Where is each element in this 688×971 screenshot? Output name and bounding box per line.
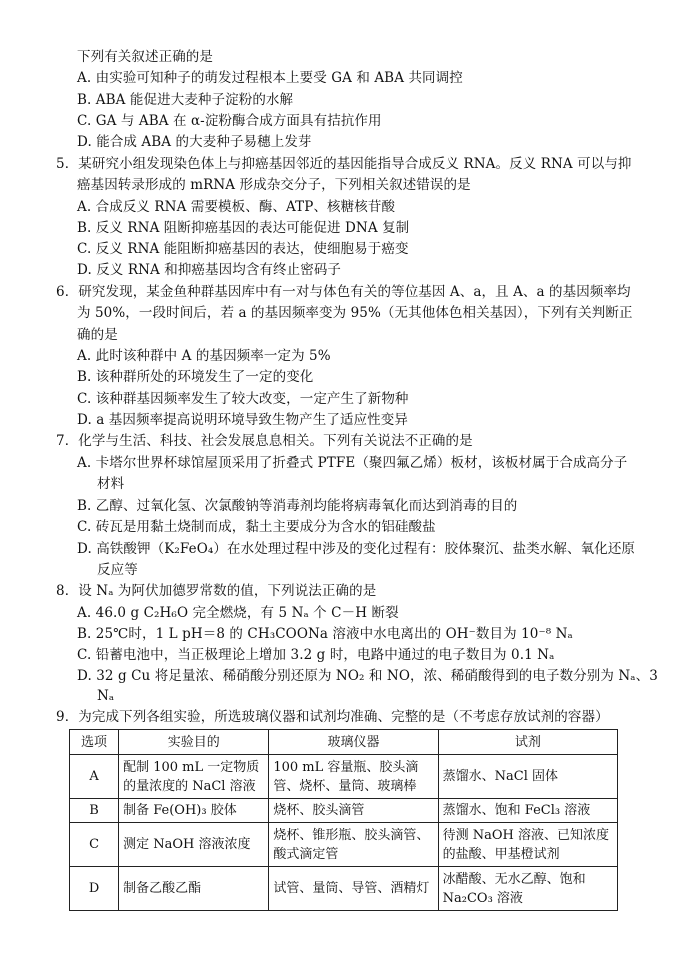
table-row: [70, 823, 618, 867]
q7-option-a-line2: 材料: [97, 476, 125, 492]
table-cell: 待测 NaOH 溶液、已知浓度的盐酸、甲基橙试剂: [438, 823, 617, 867]
table-cell: D: [70, 867, 119, 911]
q5-stem-line2: 癌基因转录形成的 mRNA 形成杂交分子，下列相关叙述错误的是: [77, 177, 471, 193]
q5-stem-line1: 5．某研究小组发现染色体上与抑癌基因邻近的基因能指导合成反义 RNA。反义 RNA 可以与抑: [56, 156, 632, 172]
q9-options-table: [69, 729, 618, 911]
q6-option-b: B. 该种群所处的环境发生了一定的变化: [77, 369, 314, 385]
table-cell: 配制 100 mL 一定物质的量浓度的 NaCl 溶液: [119, 755, 269, 799]
q7-option-d-line1: D. 高铁酸钾（K₂FeO₄）在水处理过程中涉及的变化过程有：胶体聚沉、盐类水解、氧化还原: [77, 541, 636, 557]
q6-stem-line1: 6．研究发现，某金鱼种群基因库中有一对与体色有关的等位基因 A、a，且 A、a 的基因频率均: [56, 284, 631, 300]
table-cell: 试管、量筒、导管、酒精灯: [269, 867, 438, 911]
q6-stem-line3: 确的是: [77, 327, 118, 343]
q8-option-a: A. 46.0 g C₂H₆O 完全燃烧，有 5 Nₐ 个 C－H 断裂: [77, 605, 399, 621]
q7-option-b: B. 乙醇、过氧化氢、次氯酸钠等消毒剂均能将病毒氧化而达到消毒的目的: [77, 498, 518, 514]
q6-option-a: A. 此时该种群中 A 的基因频率一定为 5%: [77, 348, 331, 364]
q7-option-a-line1: A. 卡塔尔世界杯球馆屋顶采用了折叠式 PTFE（聚四氟乙烯）板材，该板材属于合成高分子: [77, 455, 628, 471]
table-row: [70, 799, 618, 823]
table-cell: 烧杯、锥形瓶、胶头滴管、酸式滴定管: [269, 823, 438, 867]
q8-option-d-line2: Nₐ: [97, 688, 115, 704]
q4-option-a: A. 由实验可知种子的萌发过程根本上要受 GA 和 ABA 共同调控: [77, 70, 463, 86]
q4-option-b: B. ABA 能促进大麦种子淀粉的水解: [77, 92, 294, 108]
q5-option-d: D. 反义 RNA 和抑癌基因均含有终止密码子: [77, 262, 342, 278]
table-cell: 蒸馏水、NaCl 固体: [438, 755, 617, 799]
table-header-glassware: 玻璃仪器: [269, 730, 438, 755]
q5-option-a: A. 合成反义 RNA 需要模板、酶、ATP、核糖核苷酸: [77, 199, 396, 215]
q6-option-d: D. a 基因频率提高说明环境导致生物产生了适应性变异: [77, 412, 408, 428]
table-header-reagents: 试剂: [438, 730, 617, 755]
table-cell: 冰醋酸、无水乙醇、饱和 Na₂CO₃ 溶液: [438, 867, 617, 911]
q4-option-c: C. GA 与 ABA 在 α-淀粉酶合成方面具有拮抗作用: [77, 113, 382, 129]
q6-stem-line2: 为 50%，一段时间后，若 a 的基因频率变为 95%（无其他体色相关基因），下列有关判断正: [77, 305, 633, 321]
table-cell: C: [70, 823, 119, 867]
table-cell: 100 mL 容量瓶、胶头滴管、烧杯、量筒、玻璃棒: [269, 755, 438, 799]
q8-option-d-line1: D. 32 g Cu 将足量浓、稀硝酸分别还原为 NO₂ 和 NO，浓、稀硝酸得到的电子数分别为 Nₐ、3: [77, 668, 658, 684]
q9-stem: 9．为完成下列各组实验，所选玻璃仪器和试剂均准确、完整的是（不考虑存放试剂的容器）: [56, 709, 609, 725]
table-cell: 制备 Fe(OH)₃ 胶体: [119, 799, 269, 823]
q7-stem: 7．化学与生活、科技、社会发展息息相关。下列有关说法不正确的是: [56, 433, 473, 449]
q4-option-d: D. 能合成 ABA 的大麦种子易穗上发芽: [77, 134, 312, 150]
table-header-row: [70, 730, 618, 755]
q7-option-c: C. 砖瓦是用黏土烧制而成，黏土主要成分为含水的铝硅酸盐: [77, 519, 436, 535]
table-cell: 测定 NaOH 溶液浓度: [119, 823, 269, 867]
q8-option-c: C. 铅蓄电池中，当正极理论上增加 3.2 g 时，电路中通过的电子数目为 0.1 Nₐ: [77, 647, 555, 663]
q4-intro: 下列有关叙述正确的是: [77, 49, 213, 65]
q6-option-c: C. 该种群基因频率发生了较大改变，一定产生了新物种: [77, 391, 409, 407]
q5-option-c: C. 反义 RNA 能阻断抑癌基因的表达，使细胞易于癌变: [77, 241, 409, 257]
q8-option-b: B. 25℃时，1 L pH＝8 的 CH₃COONa 溶液中水电离出的 OH⁻数目为 10⁻⁸ Nₐ: [77, 626, 573, 642]
table-row: [70, 755, 618, 799]
table-cell: 烧杯、胶头滴管: [269, 799, 438, 823]
table-cell: B: [70, 799, 119, 823]
q8-stem: 8．设 Nₐ 为阿伏加德罗常数的值，下列说法正确的是: [56, 583, 377, 599]
table-cell: A: [70, 755, 119, 799]
table-header-option: 选项: [70, 730, 119, 755]
table-row: [70, 867, 618, 911]
q5-option-b: B. 反义 RNA 阻断抑癌基因的表达可能促进 DNA 复制: [77, 220, 410, 236]
table-cell: 蒸馏水、饱和 FeCl₃ 溶液: [438, 799, 617, 823]
q7-option-d-line2: 反应等: [97, 562, 138, 578]
table-header-purpose: 实验目的: [119, 730, 269, 755]
table-cell: 制备乙酸乙酯: [119, 867, 269, 911]
